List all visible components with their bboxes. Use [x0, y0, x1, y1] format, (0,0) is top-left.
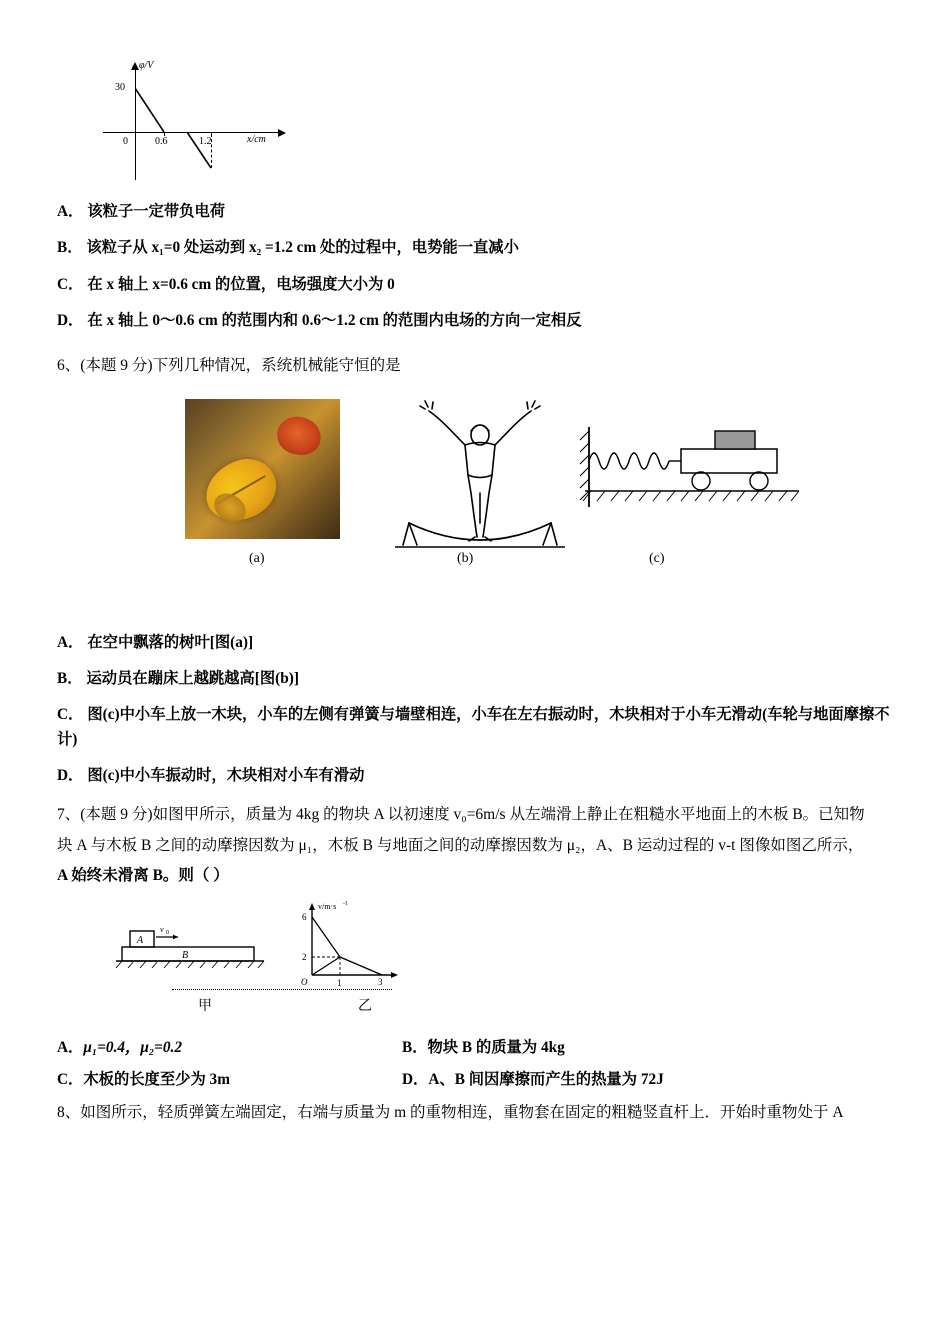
q6-option-d-label: D．	[57, 767, 84, 785]
q7-option-a-text: μ₁=0.4，μ₂=0.2	[83, 1038, 183, 1056]
q5-option-d-label: D．	[57, 312, 84, 330]
q7-option-b-text: 物块 B 的质量为 4kg	[427, 1038, 565, 1056]
q6-option-b-label: B．	[57, 670, 83, 688]
potential-vs-position-graph	[75, 60, 375, 190]
q5-option-a-text: 该粒子一定带负电荷	[87, 203, 226, 220]
caption-b: (b)	[457, 550, 474, 566]
svg-text:2: 2	[302, 951, 307, 962]
svg-text:B: B	[182, 949, 189, 961]
graph1-origin-label: 0	[123, 136, 128, 147]
q7-options-row1	[57, 1035, 902, 1057]
q5-option-c	[57, 273, 902, 297]
graph1-segment-descending	[135, 88, 187, 133]
q7-stem-line1: 7、(本题 9 分)如图甲所示，质量为 4kg 的物块 A 以初速度 v₀=6m/s 从左端滑上静止在粗糙水平地面上的木板 B。已知物	[57, 805, 865, 823]
svg-text:-1: -1	[343, 900, 348, 907]
q5-option-d-text: 在 x 轴上 0～0.6 cm 的范围内和 0.6～1.2 cm 的范围内电场的方向一定相反	[87, 312, 582, 330]
q7-option-b	[402, 1035, 902, 1057]
q5-option-b-text: 该粒子从 x₁=0 处运动到 x₂ =1.2 cm 处的过程中，电势能一直减小	[86, 239, 519, 257]
graph1-dashed-line	[211, 134, 213, 168]
q6-option-c-label: C．	[57, 706, 84, 724]
q7-option-c-label: C．	[57, 1070, 84, 1088]
falling-leaves-image	[185, 399, 340, 539]
graph1-y-axis-label: φ/V	[139, 60, 154, 71]
q6-option-b	[57, 667, 902, 691]
q7-option-c	[57, 1067, 402, 1089]
q6-stem: 6、(本题 9 分)下列几种情况，系统机械能守恒的是	[57, 356, 401, 374]
graph1-y-arrow	[131, 62, 139, 70]
figure-separator-dots	[172, 989, 392, 990]
trampoline-gymnast-drawing	[395, 399, 565, 559]
q6-option-a-label: A．	[57, 633, 84, 651]
q7-option-b-label: B．	[402, 1038, 428, 1056]
svg-text:0: 0	[166, 929, 169, 936]
graph1-x-axis-label: x/cm	[247, 134, 266, 145]
q6-option-d-text: 图(c)中小车振动时，木块相对小车有滑动	[87, 767, 365, 785]
graph1-y-tick-30: 30	[115, 82, 125, 93]
graph1-x-arrow	[278, 129, 286, 137]
q7-option-d-label: D．	[402, 1070, 429, 1088]
q6-option-a	[57, 631, 902, 655]
q5-option-a	[57, 200, 902, 224]
q6-option-b-text: 运动员在蹦床上越跳越高[图(b)]	[86, 670, 299, 688]
graph1-segment-negative	[187, 132, 225, 172]
svg-text:1: 1	[337, 977, 342, 988]
q6-figure-group	[127, 399, 827, 609]
q7-options-row2	[57, 1067, 902, 1089]
figure-caption-yi: 乙	[358, 998, 372, 1014]
q6-option-c-text: 图(c)中小车上放一木块，小车的左侧有弹簧与墙壁相连，小车在左右振动时，木块相对于小车无滑动(车轮与地面摩擦不计)	[57, 706, 890, 748]
leaf-red	[271, 410, 326, 462]
q8-stem: 8、如图所示，轻质弹簧左端固定，右端与质量为 m 的重物相连，重物套在固定的粗糙竖直杆上．开始时重物处于 A	[57, 1103, 844, 1121]
q7-figure-group	[112, 899, 512, 1019]
q5-option-c-label: C．	[57, 275, 84, 293]
q5-option-b	[57, 236, 902, 260]
svg-text:6: 6	[302, 911, 307, 922]
svg-text:3: 3	[378, 976, 383, 987]
svg-text:A: A	[137, 934, 144, 946]
q5-option-d	[57, 309, 902, 333]
q5-option-c-text: 在 x 轴上 x=0.6 cm 的位置，电场强度大小为 0	[87, 275, 395, 293]
q7-option-c-text: 木板的长度至少为 3m	[83, 1070, 230, 1088]
caption-c: (c)	[649, 550, 665, 566]
q6-option-c	[57, 703, 902, 752]
q5-option-a-label: A．	[57, 203, 84, 220]
q7-option-d-text: A、B 间因摩擦而产生的热量为 72J	[428, 1070, 664, 1088]
graph1-x-tick-0.6: 0.6	[155, 136, 168, 147]
q5-option-b-label: B．	[57, 239, 83, 257]
q7-stem-line3: A 始终未滑离 B。则（ ）	[57, 867, 229, 885]
svg-text:v/m·s: v/m·s	[318, 901, 337, 911]
q7-option-d	[402, 1067, 902, 1089]
svg-text:O: O	[301, 976, 308, 987]
page-content	[57, 60, 902, 1138]
caption-a: (a)	[249, 550, 265, 566]
svg-text:v: v	[160, 924, 164, 934]
q7-option-a-label: A．	[57, 1038, 84, 1056]
graph1-x-tick-1.2: 1.2	[199, 136, 212, 147]
q7-diagrams	[112, 899, 512, 1019]
figure-caption-jia: 甲	[198, 998, 212, 1014]
q7-stem-line2: 块 A 与木板 B 之间的动摩擦因数为 μ₁，木板 B 与地面之间的动摩擦因数为 μ₂，A、B 运动过程的 v-t 图像如图乙所示，	[57, 836, 864, 854]
q7-option-a	[57, 1035, 402, 1057]
cart-spring-wall-drawing	[577, 409, 807, 549]
q6-option-d	[57, 764, 902, 788]
q6-option-a-text: 在空中飘落的树叶[图(a)]	[87, 633, 254, 651]
